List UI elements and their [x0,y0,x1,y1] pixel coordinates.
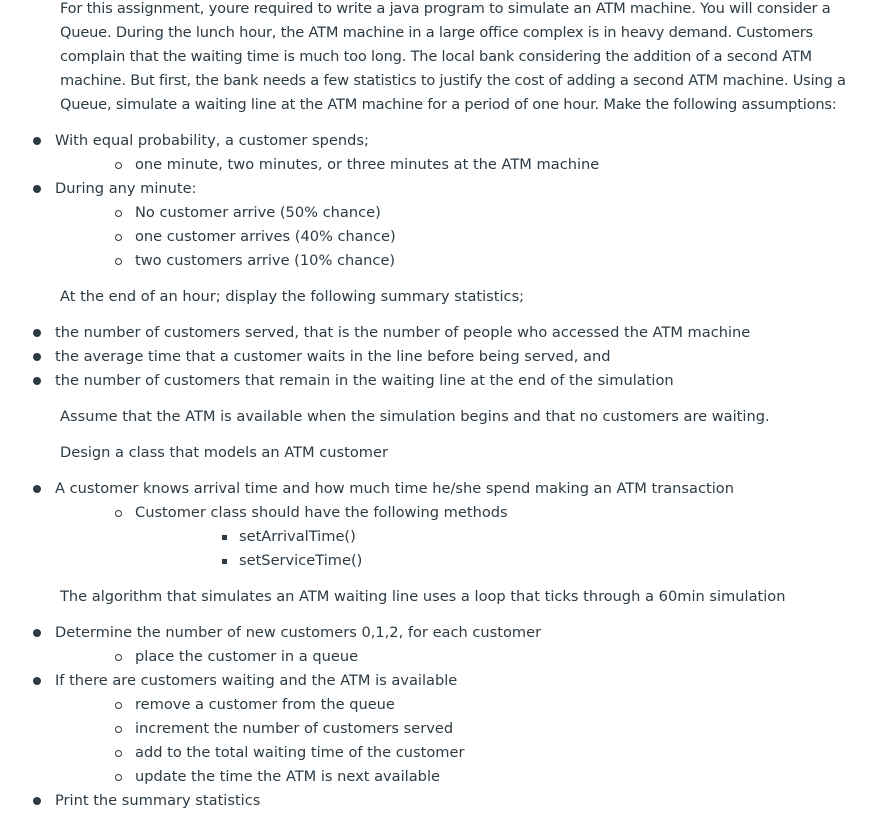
bullet-circle-icon [115,210,122,217]
bullet-disc-icon [33,677,41,685]
sublist [55,153,877,177]
algorithm-list [0,621,877,813]
list-item: add to the total waiting time of the customer [55,741,877,765]
method-item: setServiceTime() [135,549,877,573]
bullet-disc-icon [33,377,41,385]
bullet-circle-icon [115,774,122,781]
bullet-circle-icon [115,702,122,709]
assume-paragraph: Assume that the ATM is available when the simulation begins and that no customers are waiting. [60,408,770,425]
bullet-circle-icon [115,654,122,661]
list-item: With equal probability, a customer spends; one minute, two minutes, or three minutes at the ATM machine [0,129,877,177]
sublist [55,501,877,573]
bullet-disc-icon [33,137,41,145]
list-item: No customer arrive (50% chance) [55,201,877,225]
bullet-square-icon [222,535,227,540]
summary-intro-paragraph: At the end of an hour; display the following summary statistics; [60,288,525,305]
bullet-square-icon [222,559,227,564]
list-item: A customer knows arrival time and how much time he/she spend making an ATM transaction Customer class should have the following methods setArrivalTime() setServiceTime() [0,477,877,573]
algorithm-paragraph: The algorithm that simulates an ATM waiting line uses a loop that ticks through a 60min simulation [60,588,786,605]
bullet-disc-icon [33,629,41,637]
sublist [55,645,877,669]
list-item: remove a customer from the queue [55,693,877,717]
methods-list [135,525,877,573]
list-item: one customer arrives (40% chance) [55,225,877,249]
list-item: two customers arrive (10% chance) [55,249,877,273]
list-item: increment the number of customers served [55,717,877,741]
bullet-circle-icon [115,258,122,265]
bullet-disc-icon [33,353,41,361]
bullet-circle-icon [115,726,122,733]
bullet-disc-icon [33,485,41,493]
list-item: update the time the ATM is next available [55,765,877,789]
bullet-circle-icon [115,234,122,241]
summary-list [0,321,877,393]
bullet-disc-icon [33,185,41,193]
assumptions-list [0,129,877,273]
list-item: place the customer in a queue [55,645,877,669]
customer-list [0,477,877,573]
bullet-disc-icon [33,329,41,337]
list-item: the number of customers served, that is the number of people who accessed the ATM machine [0,321,877,345]
sublist [55,201,877,273]
list-item: the average time that a customer waits in the line before being served, and [0,345,877,369]
list-item: Determine the number of new customers 0,1,2, for each customer place the customer in a queue [0,621,877,669]
design-paragraph: Design a class that models an ATM customer [60,444,388,461]
bullet-circle-icon [115,162,122,169]
intro-paragraph: For this assignment, youre required to write a java program to simulate an ATM machine. You will consider a Queue. During the lunch hour, the ATM machine in a large office complex is in heavy demand. Customers complain that the waiting time is much too long. The local bank considering the addition of a second ATM machine. But first, the bank needs a few statistics to justify the cost of adding a second ATM machine. Using a Queue, simulate a waiting line at the ATM machine for a period of one hour. Make the following assumptions: [60,0,846,113]
bullet-circle-icon [115,510,122,517]
method-item: setArrivalTime() [135,525,877,549]
bullet-disc-icon [33,797,41,805]
list-item: Customer class should have the following methods setArrivalTime() setServiceTime() [55,501,877,573]
bullet-circle-icon [115,750,122,757]
list-item: the number of customers that remain in the waiting line at the end of the simulation [0,369,877,393]
list-item: one minute, two minutes, or three minutes at the ATM machine [55,153,877,177]
list-item: If there are customers waiting and the ATM is available remove a customer from the queue increment the number of customers served add to the total waiting time of the customer update the time the ATM is next available [0,669,877,789]
list-item: Print the summary statistics [0,789,877,813]
sublist [55,693,877,789]
list-item: During any minute: No customer arrive (50% chance) one customer arrives (40% chance) two customers arrive (10% chance) [0,177,877,273]
